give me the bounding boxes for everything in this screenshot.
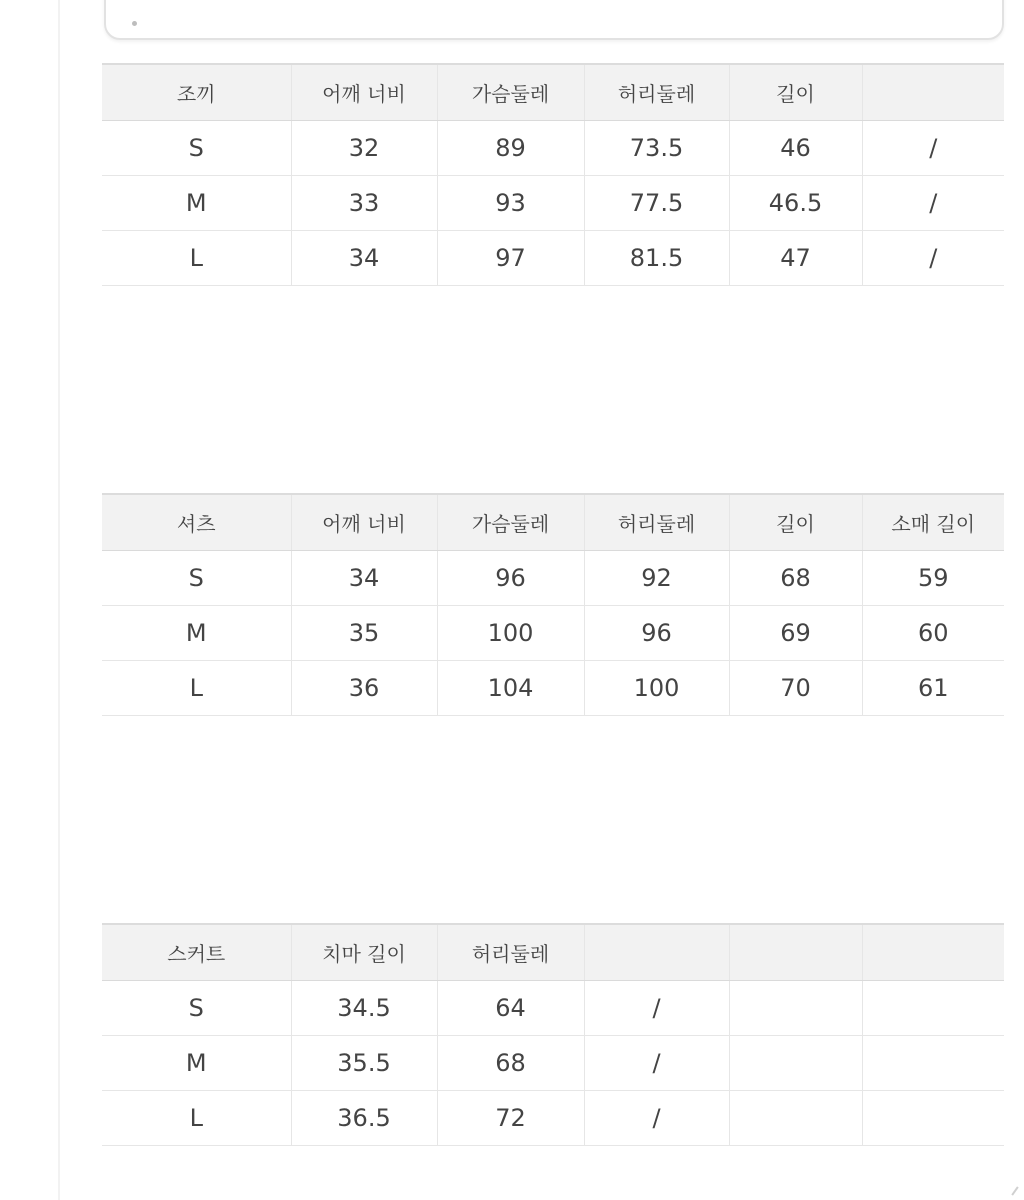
table-cell [729,1091,862,1146]
table-header-row [102,494,1004,551]
size-cell: S [102,551,291,606]
table-row [102,606,1004,661]
table-row [102,1091,1004,1146]
table-cell [862,1091,1004,1146]
table-cell: / [584,1091,729,1146]
table-row [102,1036,1004,1091]
table-cell: 100 [437,606,584,661]
size-cell: M [102,176,291,231]
table-cell: 34 [291,231,437,286]
size-cell: L [102,661,291,716]
table-cell: 46.5 [729,176,862,231]
table-cell [862,1036,1004,1091]
size-cell: L [102,231,291,286]
header-cell: 조끼 [102,64,291,121]
table-cell: 68 [729,551,862,606]
table-cell: 100 [584,661,729,716]
shirt-size-table [102,493,1004,716]
table-cell: 32 [291,121,437,176]
size-cell: M [102,1036,291,1091]
table-header-row [102,924,1004,981]
table-cell: 61 [862,661,1004,716]
table-cell: 36 [291,661,437,716]
table-cell: 92 [584,551,729,606]
header-cell [584,924,729,981]
table-row [102,176,1004,231]
header-cell: 치마 길이 [291,924,437,981]
table-cell: / [862,231,1004,286]
header-cell: 길이 [729,64,862,121]
vest-size-table [102,63,1004,286]
header-cell [862,64,1004,121]
table-cell: 69 [729,606,862,661]
table-cell: 70 [729,661,862,716]
table-cell: / [862,176,1004,231]
header-cell: 허리둘레 [437,924,584,981]
table-cell [729,1036,862,1091]
table-cell: 104 [437,661,584,716]
table-row [102,551,1004,606]
table-cell: 73.5 [584,121,729,176]
corner-tick-mark [1011,1186,1018,1195]
header-cell: 어깨 너비 [291,494,437,551]
table-cell [729,981,862,1036]
table-cell: 60 [862,606,1004,661]
table-header-row [102,64,1004,121]
header-cell: 셔츠 [102,494,291,551]
size-cell: S [102,981,291,1036]
header-cell: 어깨 너비 [291,64,437,121]
header-cell: 스커트 [102,924,291,981]
header-cell: 허리둘레 [584,494,729,551]
header-cell: 가슴둘레 [437,494,584,551]
skirt-size-table [102,923,1004,1146]
table-cell: 59 [862,551,1004,606]
table-cell: 77.5 [584,176,729,231]
table-cell: 47 [729,231,862,286]
left-divider [58,0,60,1200]
top-panel-edge [104,0,1004,40]
table-cell [862,981,1004,1036]
size-cell: S [102,121,291,176]
table-cell: / [584,981,729,1036]
table-row [102,661,1004,716]
header-cell [862,924,1004,981]
table-row [102,121,1004,176]
table-cell: / [584,1036,729,1091]
table-cell: 34.5 [291,981,437,1036]
table-cell: 35.5 [291,1036,437,1091]
table-cell: 34 [291,551,437,606]
table-cell: 72 [437,1091,584,1146]
table-cell: / [862,121,1004,176]
table-cell: 81.5 [584,231,729,286]
size-cell: L [102,1091,291,1146]
table-cell: 68 [437,1036,584,1091]
header-cell: 소매 길이 [862,494,1004,551]
table-row [102,231,1004,286]
table-cell: 96 [437,551,584,606]
bullet-mark [132,21,137,26]
table-cell: 64 [437,981,584,1036]
table-cell: 35 [291,606,437,661]
table-cell: 97 [437,231,584,286]
header-cell: 길이 [729,494,862,551]
header-cell [729,924,862,981]
table-cell: 46 [729,121,862,176]
table-cell: 36.5 [291,1091,437,1146]
header-cell: 가슴둘레 [437,64,584,121]
table-cell: 89 [437,121,584,176]
table-row [102,981,1004,1036]
table-cell: 96 [584,606,729,661]
size-cell: M [102,606,291,661]
header-cell: 허리둘레 [584,64,729,121]
table-cell: 33 [291,176,437,231]
table-cell: 93 [437,176,584,231]
